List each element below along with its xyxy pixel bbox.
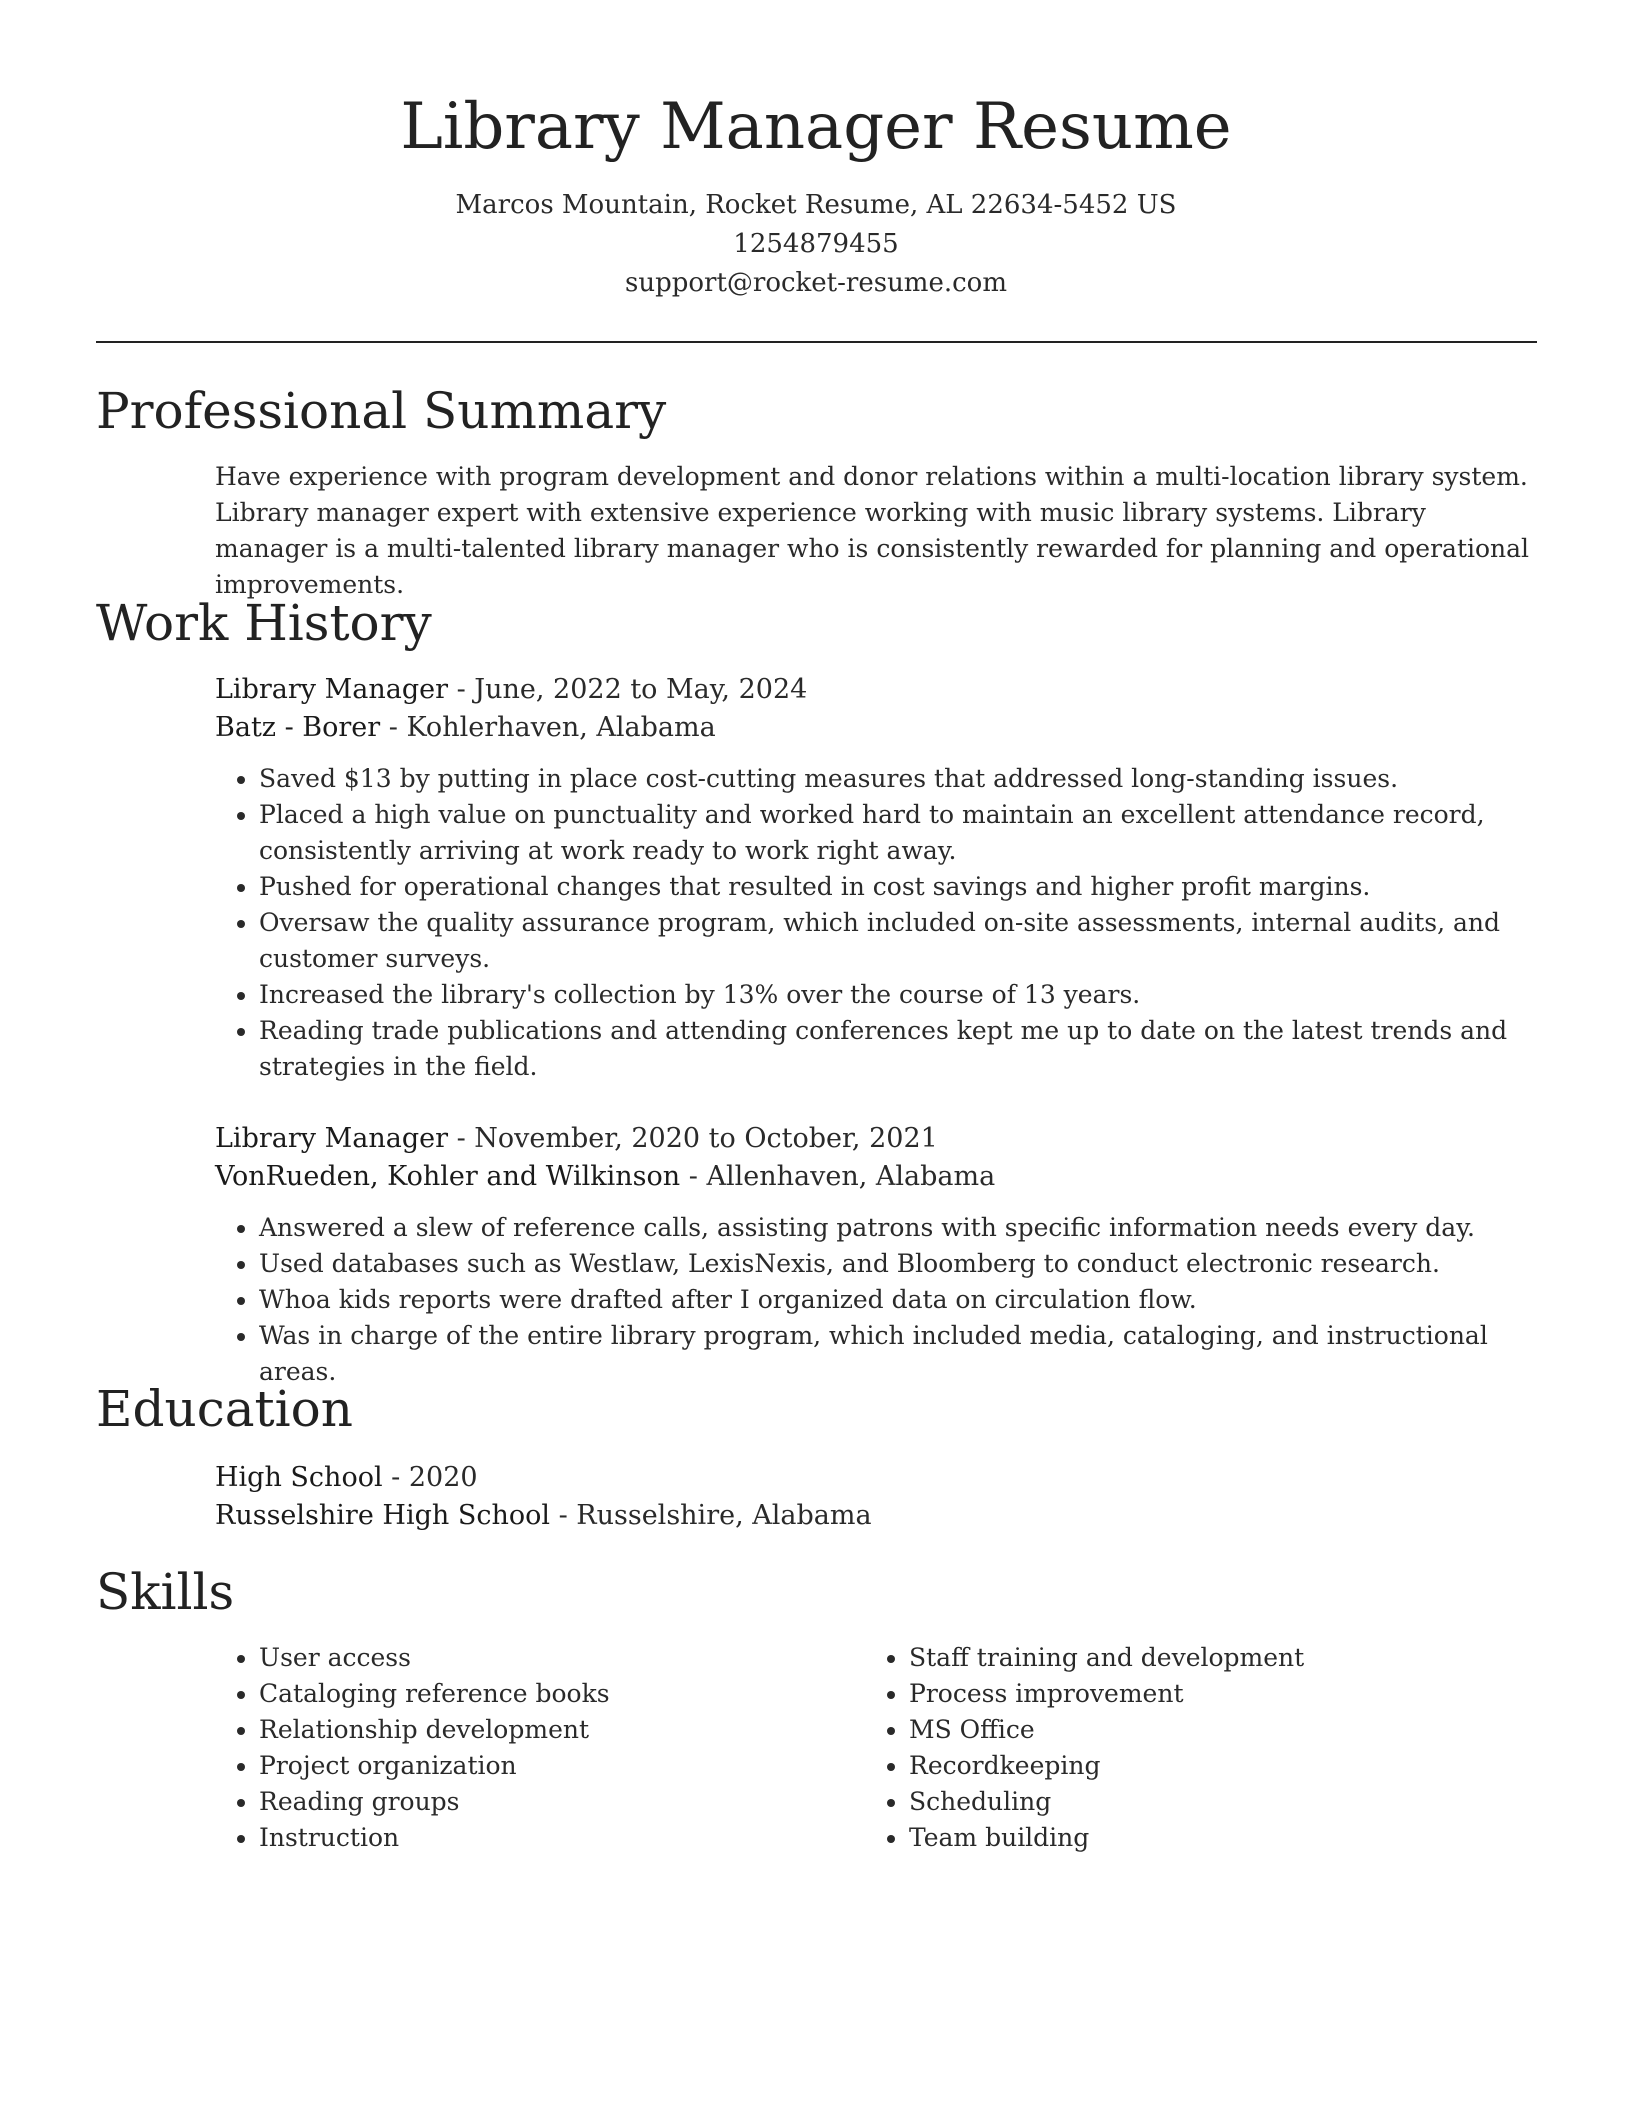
skill-item: • Instruction [259, 1820, 815, 1856]
education-school: Russelshire High School [215, 1500, 550, 1531]
job-location: - Kohlerhaven, Alabama [380, 712, 716, 743]
contact-phone: 1254879455 [733, 229, 899, 259]
education-location: - Russelshire, Alabama [549, 1500, 872, 1531]
skills-list [865, 1640, 1465, 1856]
contact-email: support@rocket-resume.com [624, 268, 1007, 298]
job-company: Batz - Borer [215, 712, 381, 743]
job-company-line [215, 1158, 1537, 1196]
summary-text: Have experience with program development and donor relations within a multi-location library system. Library manager expert with extensive experience working with music library systems. Library manager is a multi-talented library manager who is consistently rewarded for planning and operational improvements. [215, 462, 1530, 599]
contact-address: Marcos Mountain, Rocket Resume, AL 22634-5452 US [455, 190, 1177, 220]
job-bullet: • Used databases such as Westlaw, LexisNexis, and Bloomberg to conduct electronic research. [259, 1246, 1537, 1282]
skill-item: • Reading groups [259, 1784, 815, 1820]
job-bullet: • Saved $13 by putting in place cost-cutting measures that addressed long-standing issues. [259, 761, 1537, 797]
resume-title: Library Manager Resume [400, 90, 1232, 164]
job-dates: - June, 2022 to May, 2024 [448, 674, 808, 705]
header-divider [96, 341, 1537, 343]
work-history-heading: Work History [96, 594, 432, 652]
education-degree-line [215, 1459, 1537, 1497]
job-title: Library Manager [215, 1123, 448, 1154]
skill-item: • Cataloging reference books [259, 1676, 815, 1712]
skill-item: • Scheduling [909, 1784, 1465, 1820]
education-year: - 2020 [382, 1462, 478, 1493]
job-title-line [215, 1120, 1537, 1158]
job-bullet: • Was in charge of the entire library program, which included media, cataloging, and instructional areas. [259, 1318, 1537, 1390]
skills-column-right [865, 1640, 1465, 1856]
job-bullet: • Increased the library's collection by 13% over the course of 13 years. [259, 977, 1537, 1013]
skill-item: • User access [259, 1640, 815, 1676]
job-dates: - November, 2020 to October, 2021 [448, 1123, 938, 1154]
education-entry [215, 1459, 1537, 1535]
skills-heading: Skills [96, 1563, 235, 1621]
education-school-line [215, 1497, 1537, 1535]
skill-item: • Relationship development [259, 1712, 815, 1748]
skills-column-left [215, 1640, 815, 1856]
job-title: Library Manager [215, 674, 448, 705]
skill-item: • Staff training and development [909, 1640, 1465, 1676]
skill-item: • Project organization [259, 1748, 815, 1784]
skill-item: • Process improvement [909, 1676, 1465, 1712]
summary-section [215, 459, 1537, 603]
job-bullet: • Oversaw the quality assurance program, which included on-site assessments, internal audits, and customer surveys. [259, 905, 1537, 977]
job-entry-1 [215, 671, 1537, 1085]
job-location: - Allenhaven, Alabama [680, 1161, 996, 1192]
education-degree: High School [215, 1462, 383, 1493]
job-bullet: • Whoa kids reports were drafted after I organized data on circulation flow. [259, 1282, 1537, 1318]
job-company-line [215, 709, 1537, 747]
skill-item: • MS Office [909, 1712, 1465, 1748]
job-bullets [215, 761, 1537, 1085]
job-bullets [215, 1210, 1537, 1390]
job-entry-2 [215, 1120, 1537, 1390]
contact-info [0, 186, 1632, 303]
job-bullet: • Placed a high value on punctuality and worked hard to maintain an excellent attendance record, consistently arriving at work ready to work right away. [259, 797, 1537, 869]
summary-heading: Professional Summary [96, 382, 667, 440]
job-bullet: • Reading trade publications and attending conferences kept me up to date on the latest trends and strategies in the field. [259, 1013, 1537, 1085]
skill-item: • Recordkeeping [909, 1748, 1465, 1784]
job-bullet: • Answered a slew of reference calls, assisting patrons with specific information needs every day. [259, 1210, 1537, 1246]
job-title-line [215, 671, 1537, 709]
job-bullet: • Pushed for operational changes that resulted in cost savings and higher profit margins. [259, 869, 1537, 905]
skills-list [215, 1640, 815, 1856]
skill-item: • Team building [909, 1820, 1465, 1856]
job-company: VonRueden, Kohler and Wilkinson [215, 1161, 681, 1192]
resume-header [0, 0, 1632, 303]
education-heading: Education [96, 1380, 353, 1438]
